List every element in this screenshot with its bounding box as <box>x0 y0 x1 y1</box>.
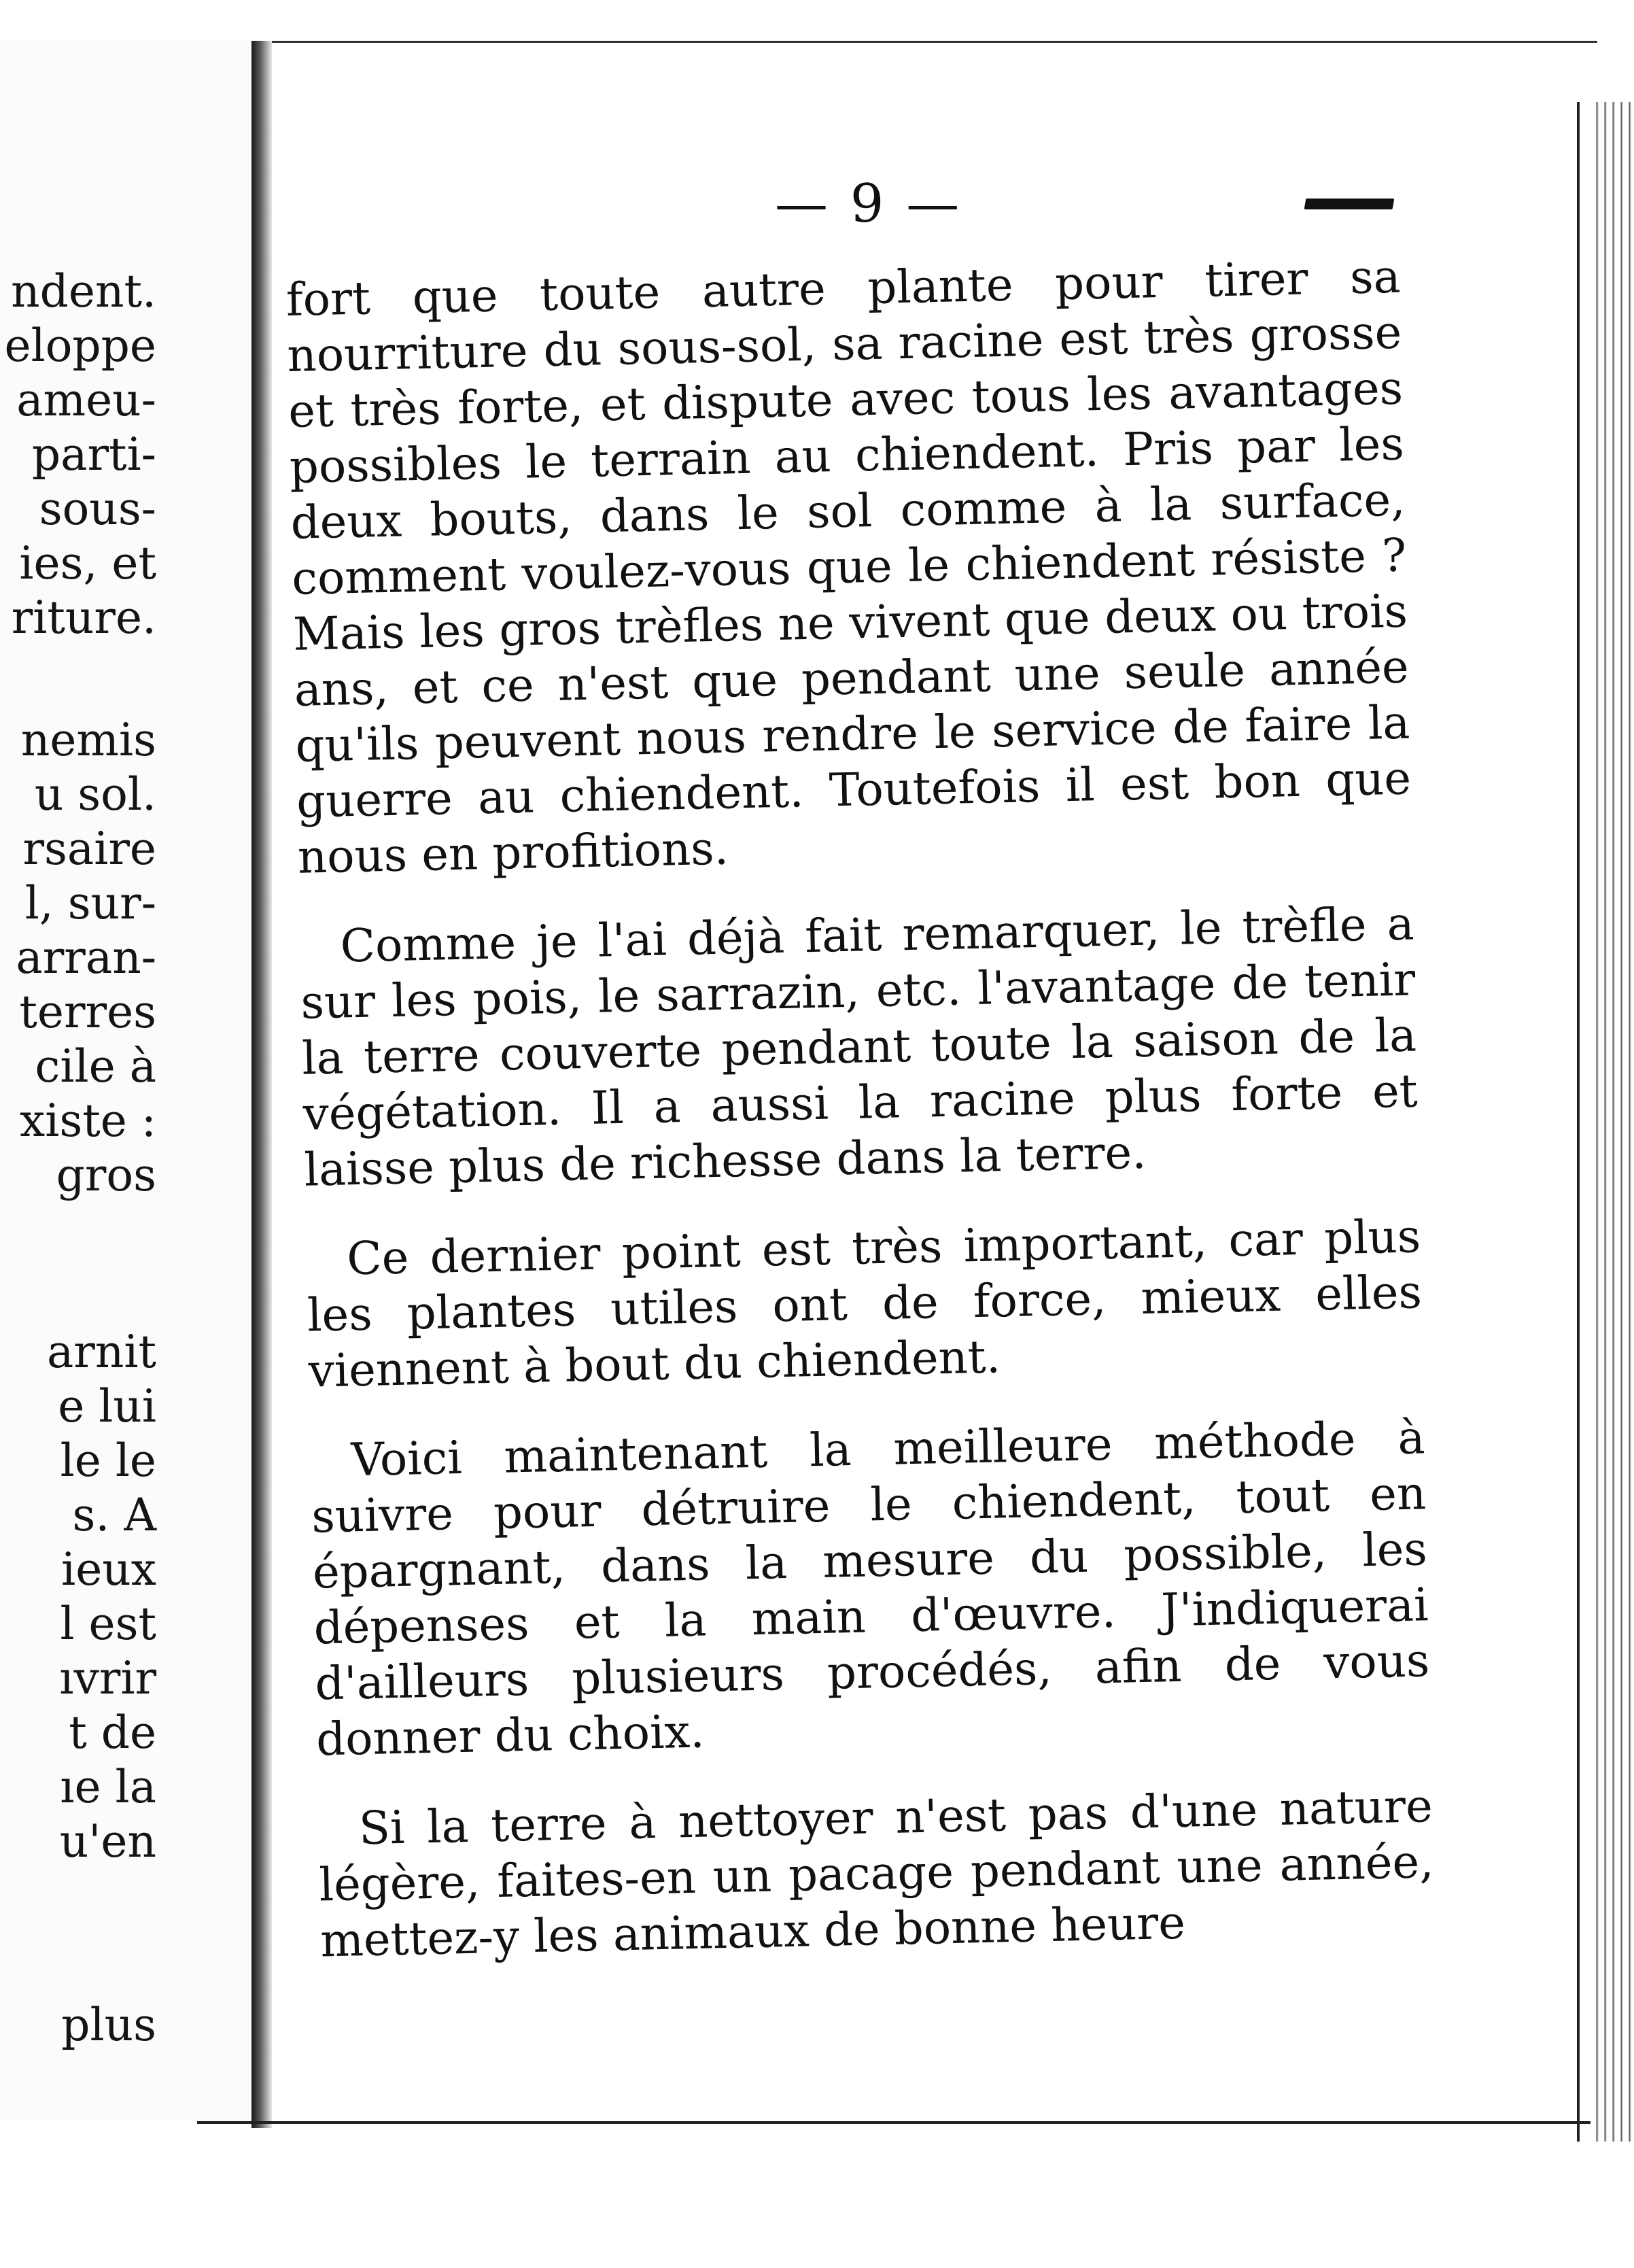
left-page-fragment: ıvrir <box>59 1652 156 1704</box>
left-page-fragment: s. A <box>72 1489 156 1541</box>
page-body <box>285 249 1436 2003</box>
paragraph: Ce dernier point est très important, car plus les plantes utiles ont de force, mieux elles viennent à bout du chiendent. <box>307 1209 1423 1398</box>
left-page-fragment: riture. <box>11 591 156 644</box>
left-page-fragment: e lui <box>58 1380 156 1432</box>
paragraph: fort que toute autre plante pour tirer sa nourriture du sous-sol, sa racine est très grosse et très forte, et dispute avec tous les avantages possibles le terrain au chiendent. Pris par les deux bouts, dans le sol comme à la surface, comment voulez-vous que le chiendent résiste ? Mais les gros trèfles ne vivent que deux ou trois ans, et ce n'est que pendant une seule année qu'ils peuvent nous rendre le service de faire la guerre au chiendent. Toutefois il est bon que nous en profitions. <box>285 250 1412 884</box>
left-page-fragment: ıe la <box>60 1761 156 1813</box>
left-page-fragment: l, sur- <box>24 877 156 929</box>
page-bottom-edge <box>197 2121 1597 2124</box>
book-binding-gutter <box>251 41 272 2128</box>
left-page-fragment: le le <box>60 1434 156 1487</box>
left-page-fragment: u sol. <box>34 768 156 821</box>
left-page-fragment: arran- <box>16 931 156 984</box>
left-page-fragment: ieux <box>61 1543 156 1596</box>
left-page-fragment: ndent. <box>11 265 156 317</box>
paragraph: Voici maintenant la meilleure méthode à suivre pour détruire le chiendent, tout en épargnant, dans la mesure du possible, les dépenses et la main d'œuvre. J'indiquerai d'ailleurs plusieurs procédés, afin de vous donner du choix. <box>311 1411 1430 1766</box>
page-number: — 9 — <box>775 173 962 235</box>
left-page-fragment: l est <box>60 1598 156 1650</box>
page-top-edge <box>272 41 1597 43</box>
left-page-fragment: sous- <box>39 483 156 535</box>
printer-mark <box>1304 199 1395 209</box>
left-page-fragment: cile à <box>35 1040 156 1093</box>
left-page-fragment: nemis <box>20 714 156 766</box>
left-page-fragment: eloppe <box>4 320 156 372</box>
left-page-fragment: arnit <box>46 1326 156 1378</box>
previous-page-strip <box>0 41 254 2121</box>
left-page-fragment: plus <box>61 1999 156 2051</box>
paragraph: Si la terre à nettoyer n'est pas d'une nature légère, faites-en un pacage pendant une année, mettez-y les animaux de bonne heure <box>318 1779 1435 1968</box>
left-page-fragment: gros <box>56 1149 156 1201</box>
left-page-fragment: rsaire <box>22 823 156 875</box>
page-right-edge <box>1577 102 1580 2142</box>
left-page-fragment: u'en <box>59 1815 156 1868</box>
left-page-fragment: parti- <box>31 428 156 481</box>
left-page-fragment: t de <box>69 1706 156 1759</box>
left-page-fragment: ameu- <box>16 374 156 426</box>
left-page-fragment: ies, et <box>19 537 156 589</box>
paragraph: Comme je l'ai déjà fait remarquer, le trèfle a sur les pois, le sarrazin, etc. l'avantage de tenir la terre couverte pendant toute la saison de la végétation. Il a aussi la racine plus forte et laisse plus de richesse dans la terre. <box>300 897 1419 1197</box>
left-page-fragment: terres <box>19 986 156 1038</box>
page-stack-edges <box>1590 102 1634 2142</box>
left-page-fragment: xiste : <box>20 1095 156 1147</box>
